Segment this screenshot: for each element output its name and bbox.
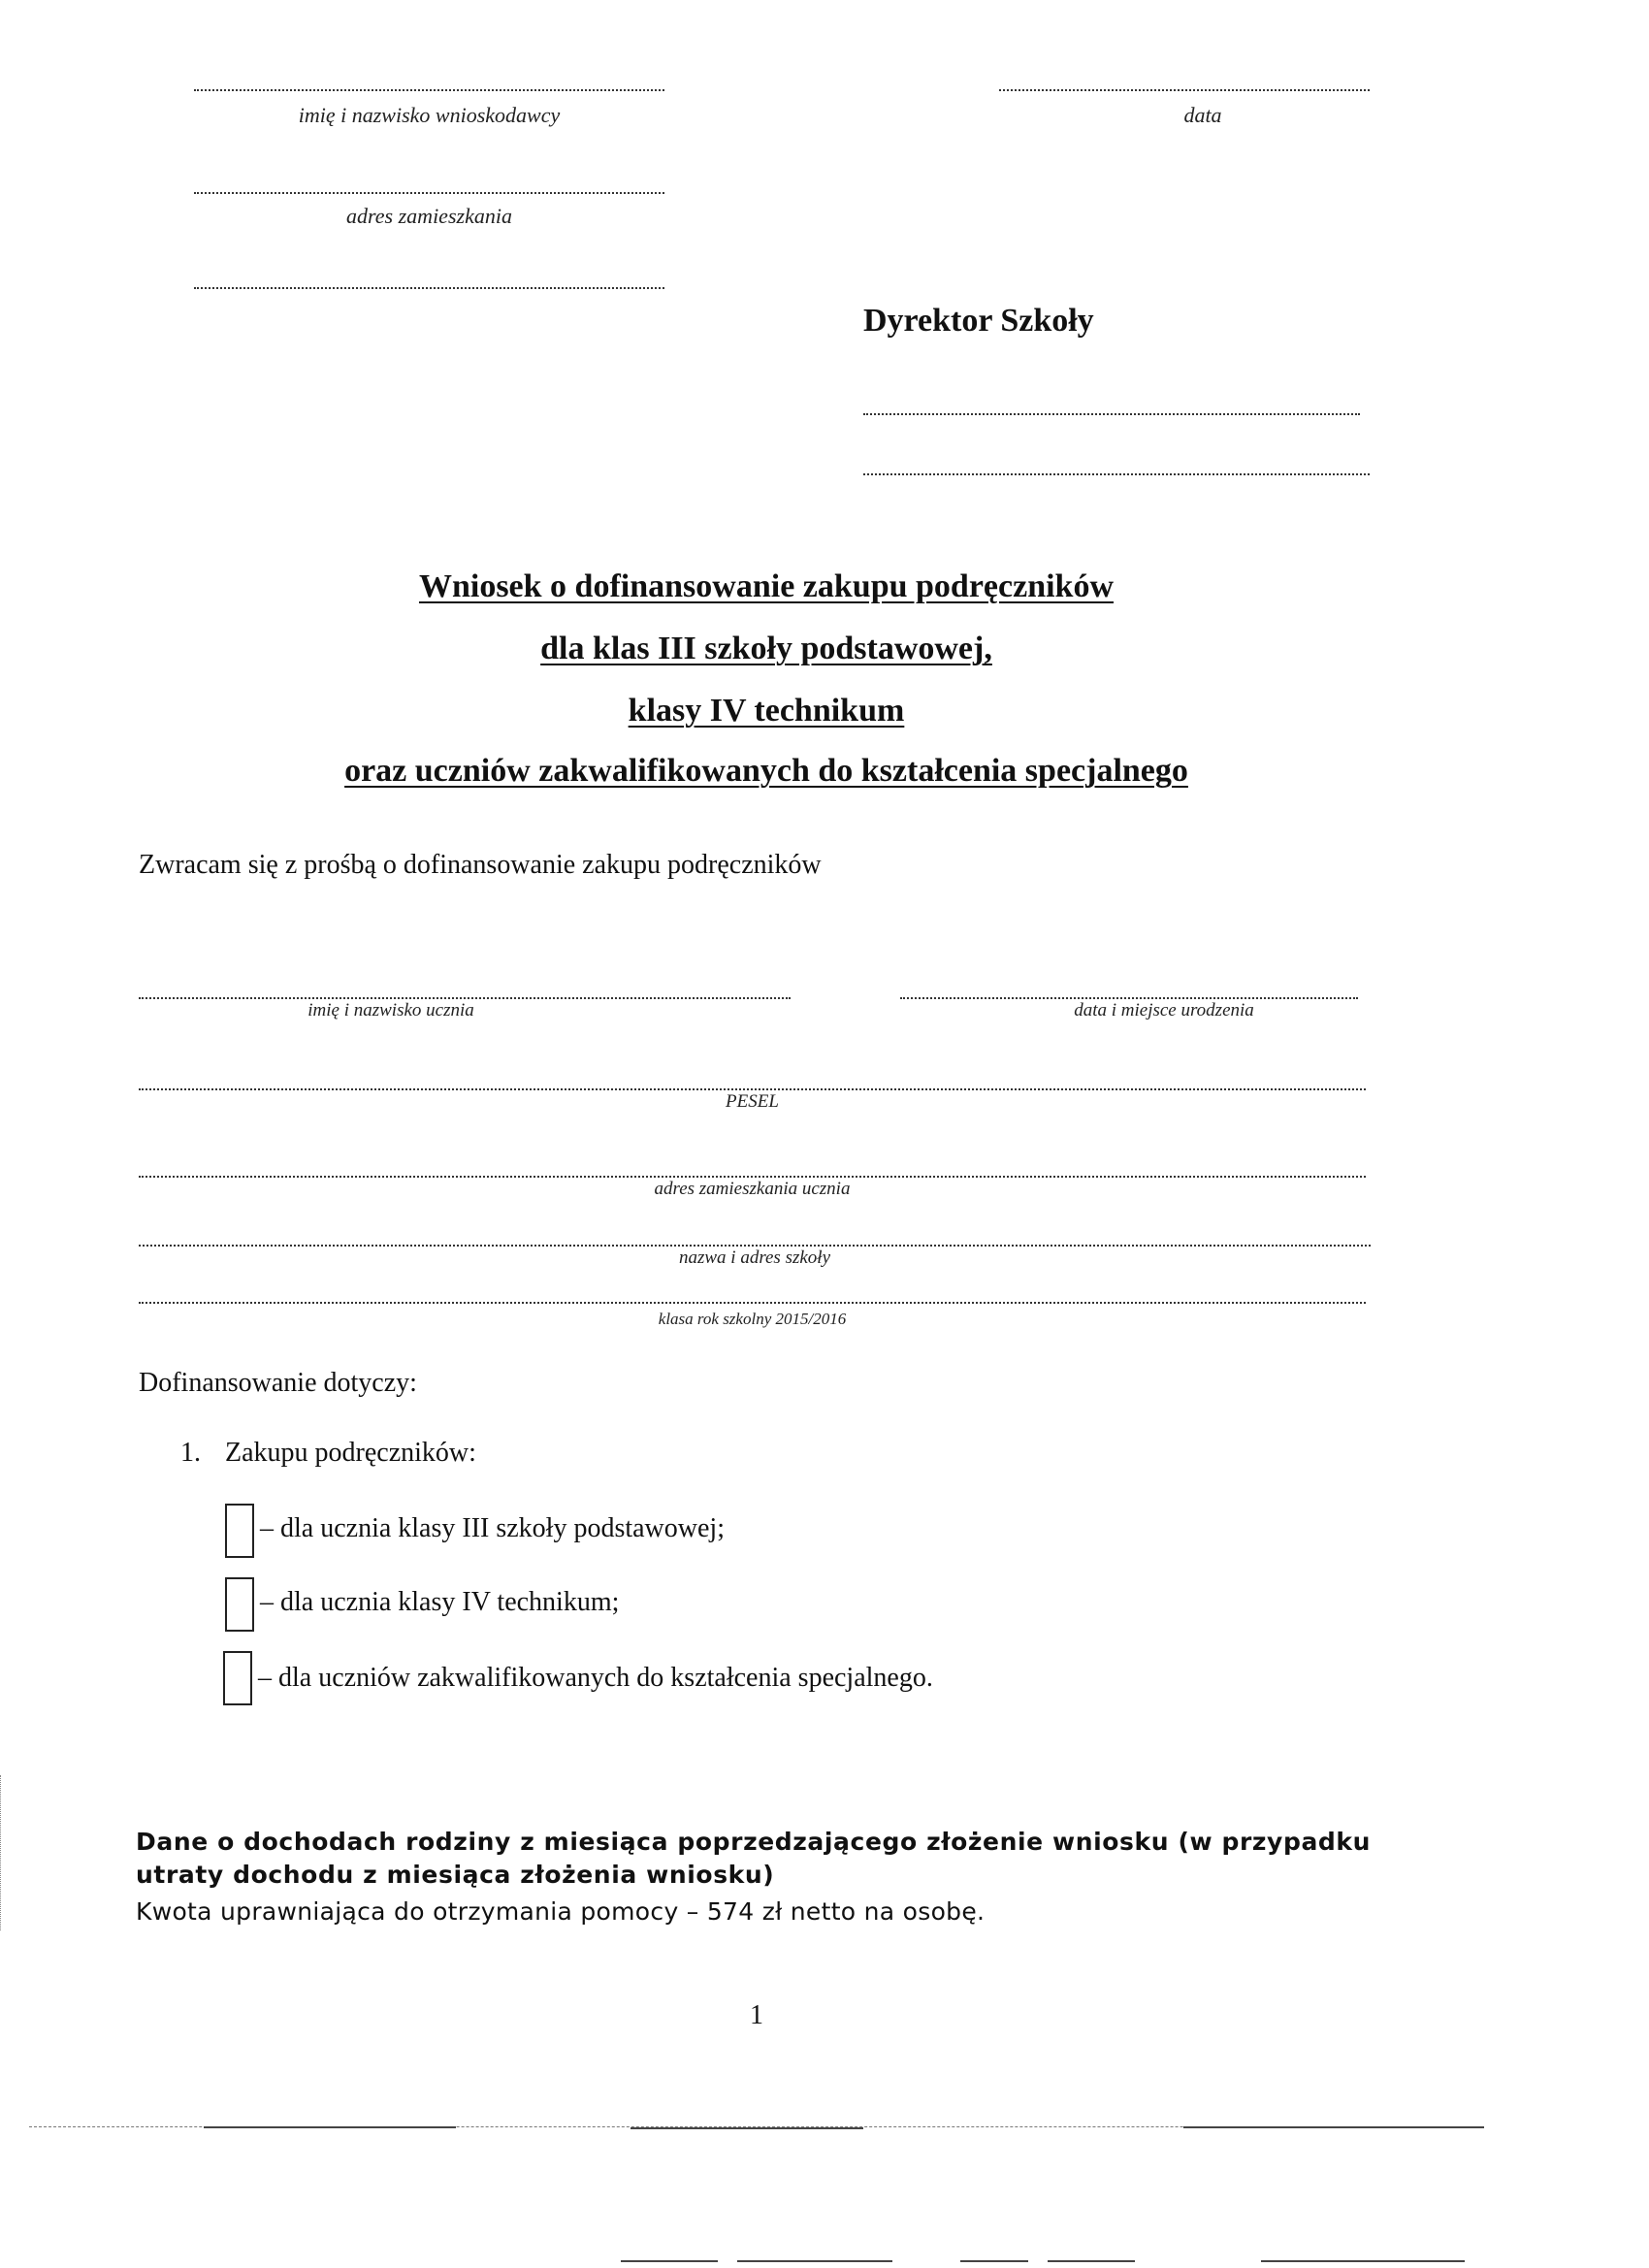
- option-label-class-3: – dla ucznia klasy III szkoły podstawowej;: [260, 1513, 725, 1543]
- option-label-class-4: – dla ucznia klasy IV technikum;: [260, 1587, 620, 1617]
- income-threshold: Kwota uprawniająca do otrzymania pomocy – 574 zł netto na osobę.: [136, 1897, 986, 1926]
- page-number: 1: [750, 2000, 763, 2030]
- date-caption: data: [1183, 103, 1222, 127]
- applicant-address-line-2[interactable]: [194, 287, 664, 289]
- student-name-line[interactable]: [139, 997, 791, 999]
- request-text: Zwracam się z prośbą o dofinansowanie zakupu podręczników: [139, 850, 822, 880]
- recipient-line-1[interactable]: [863, 413, 1360, 415]
- scan-artifact-line: [1048, 2260, 1135, 2262]
- birth-line[interactable]: [900, 997, 1358, 999]
- class-caption: klasa rok szkolny 2015/2016: [658, 1310, 847, 1328]
- funding-heading: Dofinansowanie dotyczy:: [139, 1368, 417, 1398]
- scan-artifact-line: [204, 2126, 456, 2128]
- scan-artifact-line: [630, 2127, 863, 2129]
- student-name-caption: imię i nazwisko ucznia: [307, 1000, 474, 1021]
- option-checkbox-class-3[interactable]: [225, 1504, 254, 1558]
- class-line[interactable]: [139, 1302, 1366, 1304]
- recipient-title: Dyrektor Szkoły: [863, 303, 1094, 339]
- date-line[interactable]: [999, 89, 1370, 91]
- income-heading: Dane o dochodach rodziny z miesiąca poprzedzającego złożenie wniosku (w przypadku utraty dochodu z miesiąca złożenia wniosku): [136, 1828, 1372, 1889]
- school-line[interactable]: [139, 1245, 1371, 1247]
- student-address-line[interactable]: [139, 1176, 1366, 1178]
- school-caption: nazwa i adres szkoły: [678, 1247, 831, 1268]
- option-label-special: – dla uczniów zakwalifikowanych do kształcenia specjalnego.: [258, 1663, 933, 1693]
- scan-artifact-line: [621, 2260, 718, 2262]
- funding-item-label: Zakupu podręczników:: [225, 1438, 476, 1468]
- scan-artifact-line: [1183, 2126, 1484, 2128]
- option-checkbox-special[interactable]: [223, 1651, 252, 1705]
- applicant-address-line-1[interactable]: [194, 192, 664, 194]
- pesel-line[interactable]: [139, 1088, 1366, 1090]
- funding-item-number: 1.: [180, 1438, 201, 1468]
- option-checkbox-class-4[interactable]: [225, 1577, 254, 1632]
- applicant-name-caption: imię i nazwisko wnioskodawcy: [298, 103, 561, 127]
- form-title-line-2: dla klas III szkoły podstawowej,: [540, 631, 992, 666]
- scan-artifact-edge: [0, 1775, 1, 1930]
- applicant-address-caption: adres zamieszkania: [346, 204, 512, 228]
- form-title-line-3: klasy IV technikum: [628, 693, 905, 729]
- form-title-line-1: Wniosek o dofinansowanie zakupu podręczników: [418, 568, 1115, 604]
- scan-artifact-line: [960, 2260, 1028, 2262]
- birth-caption: data i miejsce urodzenia: [1074, 1000, 1254, 1021]
- scan-artifact-line: [737, 2260, 892, 2262]
- applicant-name-line[interactable]: [194, 89, 664, 91]
- scan-artifact-line: [1261, 2260, 1465, 2262]
- recipient-line-2[interactable]: [863, 473, 1370, 475]
- pesel-caption: PESEL: [726, 1091, 779, 1112]
- student-address-caption: adres zamieszkania ucznia: [654, 1179, 851, 1199]
- form-title-line-4: oraz uczniów zakwalifikowanych do kształcenia specjalnego: [344, 753, 1188, 789]
